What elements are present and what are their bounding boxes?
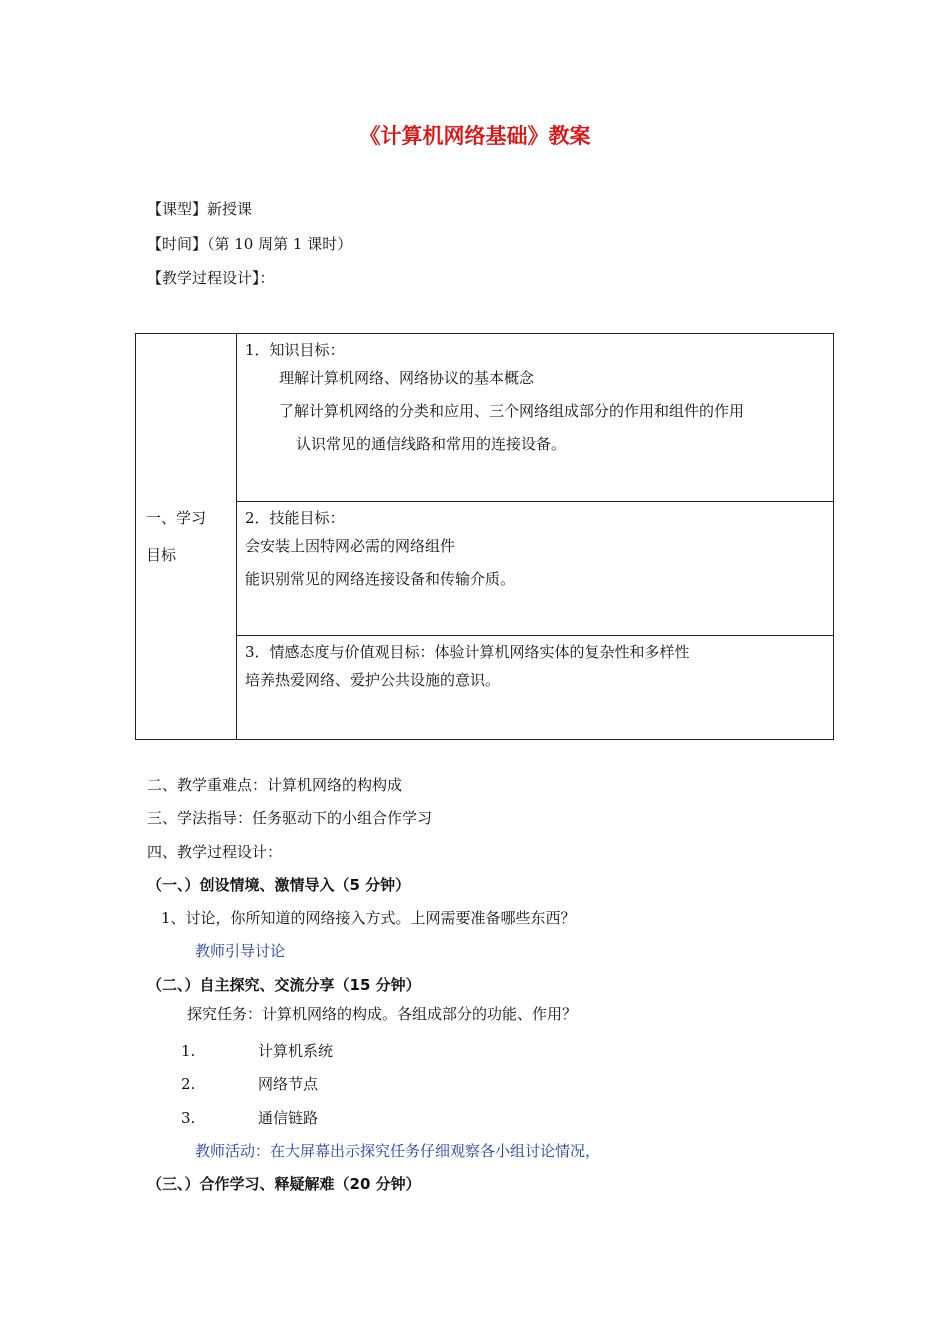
part1-discussion-item: 1、讨论，你所知道的网络接入方式。上网需要准备哪些东西？ [161, 909, 576, 927]
skill-goals-heading: 2．技能目标： [245, 509, 345, 527]
part2-list-number: 1. [181, 1042, 196, 1060]
knowledge-goal-item: 认识常见的通信线路和常用的连接设备。 [296, 435, 567, 453]
process-heading: 四、教学过程设计： [147, 843, 283, 861]
goals-label-line2: 目标 [146, 545, 177, 564]
part2-list-number: 2. [181, 1075, 196, 1093]
emotion-goal-item: 培养热爱网络、爱护公共设施的意识。 [245, 671, 501, 689]
part2-task: 探究任务：计算机网络的构成。各组成部分的功能、作用？ [187, 1005, 578, 1023]
part1-heading: （一、）创设情境、激情导入（5 分钟） [147, 876, 411, 894]
part2-list-text: 网络节点 [258, 1075, 319, 1093]
knowledge-goal-item: 理解计算机网络、网络协议的基本概念 [279, 369, 535, 387]
knowledge-goal-item: 了解计算机网络的分类和应用、三个网络组成部分的作用和组件的作用 [279, 402, 745, 420]
part3-heading: （三、）合作学习、释疑解难（20 分钟） [147, 1175, 421, 1193]
knowledge-goals-heading: 1．知识目标： [245, 341, 345, 359]
emotion-goals-cell [237, 636, 834, 740]
goals-label-line1: 一、学习 [146, 508, 207, 527]
skill-goal-item: 能识别常见的网络连接设备和传输介质。 [245, 570, 516, 588]
skill-goal-item: 会安装上因特网必需的网络组件 [245, 537, 456, 555]
goals-label-cell [136, 334, 237, 740]
part2-list-text: 通信链路 [258, 1109, 319, 1127]
part2-heading: （二、）自主探究、交流分享（15 分钟） [147, 976, 421, 994]
part1-teacher-note: 教师引导讨论 [195, 942, 286, 960]
part2-teacher-note: 教师活动：在大屏幕出示探究任务仔细观察各小组讨论情况， [195, 1142, 601, 1160]
key-points: 二、教学重难点：计算机网络的构构成 [147, 776, 403, 794]
course-type: 【课型】新授课 [147, 200, 253, 218]
document-title: 《计算机网络基础》教案 [359, 124, 591, 148]
part2-list-number: 3. [181, 1109, 196, 1127]
learning-method: 三、学法指导：任务驱动下的小组合作学习 [147, 809, 433, 827]
skill-goals-cell [237, 502, 834, 636]
lesson-time: 【时间】（第 10 周第 1 课时） [147, 235, 353, 253]
knowledge-goals-cell [237, 334, 834, 502]
part2-list-text: 计算机系统 [258, 1042, 334, 1060]
process-design-label: 【教学过程设计】： [147, 269, 275, 287]
learning-goals-table [135, 333, 834, 740]
emotion-goals-heading: 3．情感态度与价值观目标：体验计算机网络实体的复杂性和多样性 [245, 643, 690, 661]
